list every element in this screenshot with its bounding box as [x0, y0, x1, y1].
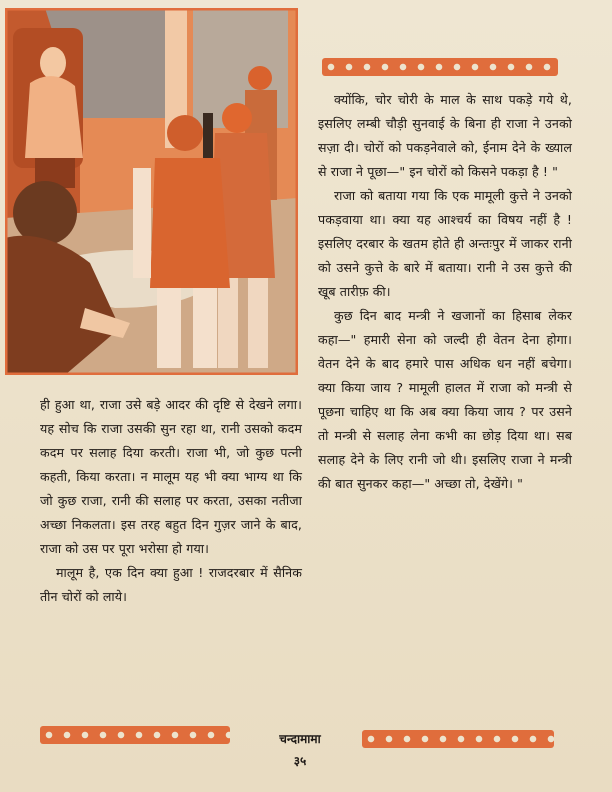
story-paragraph: ही हुआ था, राजा उसे बड़े आदर की दृष्टि से देखने लगा। यह सोच कि राजा उसकी सुन रहा था, रानी उसको कदम कदम पर सलाह दिया करती। राजा भी, जो कुछ पत्नी कहती, किया करता। न मालूम यह भी क्या भाग्य था कि जो कुछ राजा, रानी की सलाह पर करता, उसका नतीजा अच्छा निकलता। इस तरह बहुत दिन गुज़र जाने के बाद, राजा को उस पर पूरा भरोसा हो गया। [40, 397, 302, 556]
story-illustration [5, 8, 298, 375]
left-text-column [40, 393, 302, 609]
page-number: ३५ [293, 754, 307, 768]
right-text-column [318, 88, 572, 496]
story-paragraph: क्योंकि, चोर चोरी के माल के साथ पकड़े गये थे, इसलिए लम्बी चौड़ी सुनवाई के बिना ही राजा ने उनको सज़ा दी। चोरों को पकड़नेवाले को, ईनाम देने के ख्याल से राजा ने पूछा—" इन चोरों को किसने पकड़ा है ! " [318, 92, 572, 179]
story-paragraph: कुछ दिन बाद मन्त्री ने खजानों का हिसाब लेकर कहा—" हमारी सेना को जल्दी ही वेतन देना होगा। वेतन देने के बाद हमारे पास अधिक धन नहीं बचेगा। क्या किया जाय ? मामूली हालत में राजा को मन्त्री से पूछना चाहिए था कि अब क्या किया जाय ? पर उसने तो मन्त्री से सलाह लेना कभी का छोड़ दिया था। सब सलाह देने के लिए रानी जो थी। इसलिए राजा ने मन्त्री की बात सुनकर कहा—" अच्छा तो, देखेंगे। " [318, 308, 572, 491]
court-scene-image [5, 8, 298, 375]
decorative-border [40, 726, 230, 744]
magazine-name: चन्दामामा [279, 732, 321, 746]
story-paragraph: राजा को बताया गया कि एक मामूली कुत्ते ने उनको पकड़वाया था। क्या यह आश्चर्य का विषय नहीं है ! इसलिए दरबार के खतम होते ही अन्तःपुर में जाकर रानी को उसने कुत्ते के बारे में बताया। रानी ने उस कुत्ते की खूब तारीफ़ की। [318, 188, 572, 299]
decorative-border [322, 58, 558, 76]
story-paragraph: मालूम है, एक दिन क्या हुआ ! राजदरबार में सैनिक तीन चोरों को लाये। [40, 565, 302, 604]
decorative-border [362, 730, 554, 748]
